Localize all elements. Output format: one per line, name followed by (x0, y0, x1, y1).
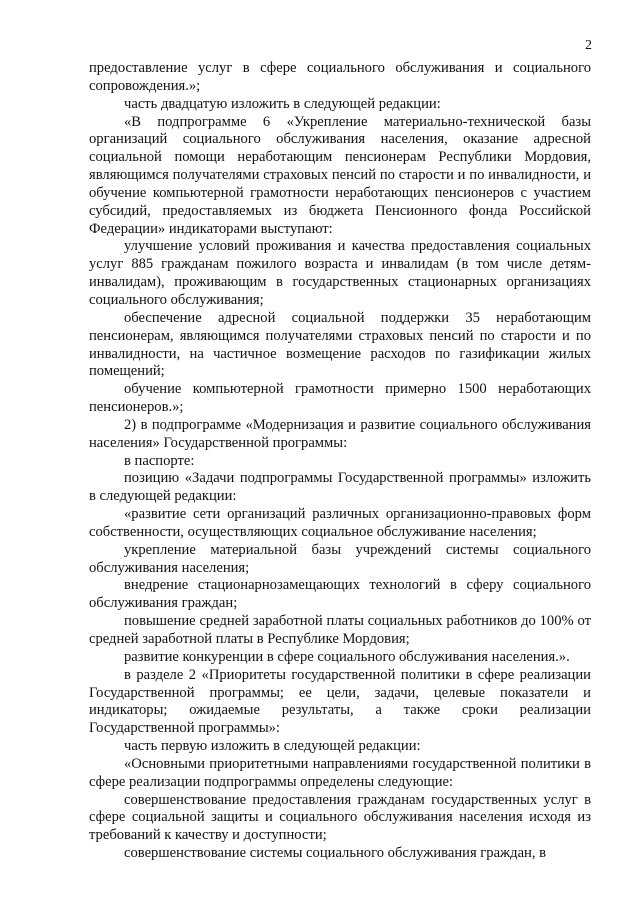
paragraph-position-tasks: позицию «Задачи подпрограммы Государственной программы» изложить в следующей редакции: (89, 470, 591, 505)
paragraph-section-2: в разделе 2 «Приоритеты государственной политики в сфере реализации Государственной программы; ее цели, задачи, целевые показатели и индикаторы; ожидаемые результаты, а также сроки реализации Государственной программы»: (89, 666, 591, 737)
paragraph-improving-system: совершенствование системы социального обслуживания граждан, в (124, 845, 547, 862)
paragraph-continuation: предоставление услуг в сфере социального обслуживания и социального сопровождения.»; (89, 60, 591, 94)
paragraph-targeted-support: обеспечение адресной социальной поддержки 35 неработающим пенсионерам, являющимся получателями страховых пенсий по старости и по инвалидности, на частичное возмещение расходов по газификации жилых помещений; (89, 309, 591, 380)
paragraph-subprogram-6: «В подпрограмме 6 «Укрепление материально-технической базы организаций социального обслуживания населения, оказание адресной социальной помощи неработающим пенсионерам Республики Мордовия, являющимся получателями страховых пенсий по старости и по инвалидности, и обучение компьютерной грамотности неработающих пенсионеров с участием субсидий, предоставляемых из бюджета Пенсионного фонда Российской Федерации» индикаторами выступают: (89, 113, 591, 237)
paragraph-main-priorities: «Основными приоритетными направлениями государственной политики в сфере реализации подпрограммы определены следующие: (89, 755, 591, 790)
document-body (89, 60, 591, 863)
paragraph-network-development: «развитие сети организаций различных организационно-правовых форм собственности, осуществляющих социальное обслуживание населения; (89, 506, 591, 540)
paragraph-in-passport: в паспорте: (124, 452, 195, 469)
paragraph-living-conditions: улучшение условий проживания и качества предоставления социальных услуг 885 гражданам пожилого возраста и инвалидам (в том числе детям-инвалидам), проживающим в государственных стационарных организациях социального обслуживания; (89, 238, 591, 308)
paragraph-amend-part-twenty: часть двадцатую изложить в следующей редакции: (124, 95, 441, 112)
paragraph-improving-services: совершенствование предоставления гражданам государственных услуг в сфере социальной защиты и социального обслуживания населения исходя из требований к качеству и доступности; (89, 791, 591, 844)
paragraph-amend-part-one: часть первую изложить в следующей редакции: (124, 738, 421, 755)
paragraph-technologies: внедрение стационарнозамещающих технологий в сферу социального обслуживания граждан; (89, 577, 591, 612)
paragraph-modernization: 2) в подпрограмме «Модернизация и развитие социального обслуживания населения» Государственной программы: (89, 416, 591, 451)
paragraph-salary-increase: повышение средней заработной платы социальных работников до 100% от средней заработной платы в Республике Мордовия; (89, 613, 591, 647)
paragraph-computer-literacy: обучение компьютерной грамотности примерно 1500 неработающих пенсионеров.»; (89, 381, 591, 416)
paragraph-competition: развитие конкуренции в сфере социального обслуживания населения.». (124, 648, 570, 665)
paragraph-material-base: укрепление материальной базы учреждений системы социального обслуживания населения; (89, 541, 591, 576)
page-number: 2 (585, 38, 592, 53)
